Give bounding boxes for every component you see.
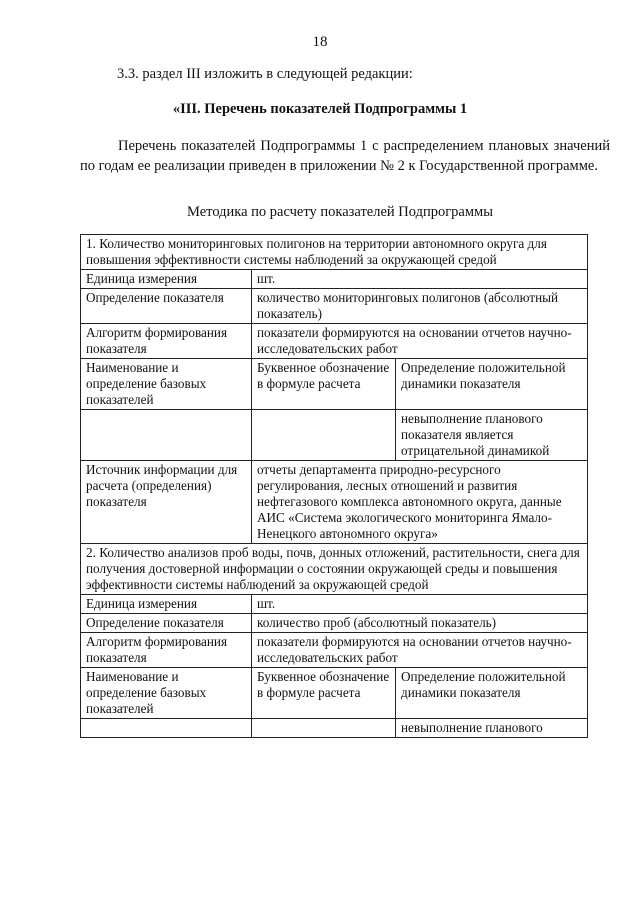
unit-value: шт.: [252, 270, 588, 289]
indicator-1-title: 1. Количество мониторинговых полигонов на территории автономного округа для повышения эффективности системы наблюдений за окружающей средой: [81, 235, 588, 270]
letter-label: Буквенное обозначение в формуле расчета: [252, 359, 396, 410]
definition-label: Определение показателя: [81, 614, 252, 633]
table-row: [81, 410, 588, 461]
table-row: [81, 461, 588, 544]
algorithm-label: Алгоритм формирования показателя: [81, 324, 252, 359]
dynamics-value: невыполнение планового: [396, 719, 588, 738]
table-row: [81, 719, 588, 738]
base-name-label: Наименование и определение базовых показателей: [81, 359, 252, 410]
table-row: [81, 595, 588, 614]
source-label: Источник информации для расчета (определения) показателя: [81, 461, 252, 544]
algorithm-label: Алгоритм формирования показателя: [81, 633, 252, 668]
method-title: Методика по расчету показателей Подпрограммы: [187, 204, 493, 220]
page-number: 18: [312, 34, 328, 50]
source-value: отчеты департамента природно-ресурсного регулирования, лесных отношений и развития нефтегазового комплекса автономного округа, данные АИС «Система экологического мониторинга Ямало-Ненецкого автономного округа»: [252, 461, 588, 544]
indicator-2-title: 2. Количество анализов проб воды, почв, донных отложений, растительности, снега для получения достоверной информации о состоянии окружающей среды и повышения эффективности системы наблюдений за окружающей средой: [81, 544, 588, 595]
empty-cell: [81, 410, 252, 461]
dynamics-label: Определение положительной динамики показателя: [396, 359, 588, 410]
dynamics-value: невыполнение планового показателя является отрицательной динамикой: [396, 410, 588, 461]
definition-value: количество проб (абсолютный показатель): [252, 614, 588, 633]
algorithm-value: показатели формируются на основании отчетов научно-исследовательских работ: [252, 324, 588, 359]
indicators-table: [80, 234, 588, 738]
unit-value: шт.: [252, 595, 588, 614]
empty-cell: [81, 719, 252, 738]
definition-value: количество мониторинговых полигонов (абсолютный показатель): [252, 289, 588, 324]
empty-cell: [252, 410, 396, 461]
base-name-label: Наименование и определение базовых показателей: [81, 668, 252, 719]
table-row: [81, 633, 588, 668]
table-row: [81, 544, 588, 595]
table-row: [81, 235, 588, 270]
table-row: [81, 668, 588, 719]
table-row: [81, 324, 588, 359]
unit-label: Единица измерения: [81, 595, 252, 614]
intro-paragraph: Перечень показателей Подпрограммы 1 с распределением плановых значений по годам ее реализации приведен в приложении № 2 к Государственной программе.: [80, 138, 610, 174]
table-row: [81, 289, 588, 324]
letter-label: Буквенное обозначение в формуле расчета: [252, 668, 396, 719]
unit-label: Единица измерения: [81, 270, 252, 289]
table-row: [81, 359, 588, 410]
definition-label: Определение показателя: [81, 289, 252, 324]
table-row: [81, 270, 588, 289]
empty-cell: [252, 719, 396, 738]
section-heading: «III. Перечень показателей Подпрограммы 1: [172, 101, 468, 117]
algorithm-value: показатели формируются на основании отчетов научно-исследовательских работ: [252, 633, 588, 668]
intro-text: 3.3. раздел III изложить в следующей редакции:: [117, 66, 413, 82]
table-row: [81, 614, 588, 633]
dynamics-label: Определение положительной динамики показателя: [396, 668, 588, 719]
